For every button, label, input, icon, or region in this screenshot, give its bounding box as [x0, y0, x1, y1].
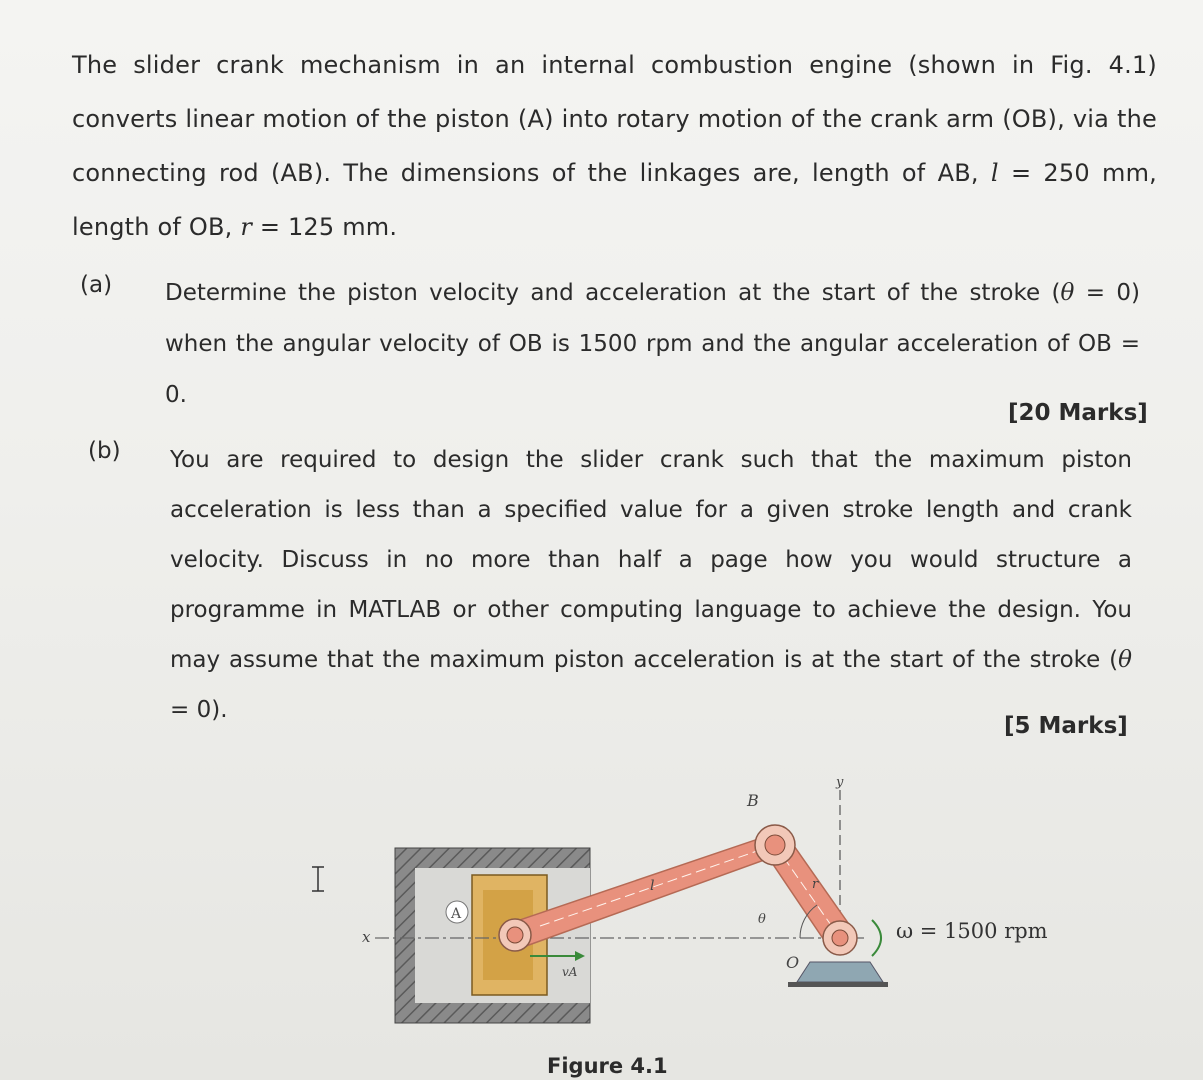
question-b-text-1: You are required to design the slider crank such that the maximum piston acceleration is less than a specified value for a given stroke length and crank velocity. Discuss in no more than half a page how you would structure a programme in MATLAB or other computing language to achieve the design. You may assume that the maximum piston acceleration is at the start of the stroke (: [170, 447, 1132, 673]
question-a-text-2: = 0) when the angular velocity of OB is 1500 rpm and the angular acceleration of OB = 0.: [165, 280, 1140, 408]
question-a-marks: [20 Marks]: [1008, 400, 1148, 426]
question-b-marks: [5 Marks]: [1004, 713, 1128, 739]
question-b-text-2: = 0).: [170, 697, 228, 723]
label-x: x: [362, 928, 371, 946]
question-b-text: [170, 435, 1132, 735]
pin-a: [499, 919, 531, 951]
label-theta: θ: [758, 912, 766, 927]
label-b: B: [747, 791, 759, 810]
question-a-text-1: Determine the piston velocity and acceleration at the start of the stroke (: [165, 280, 1061, 306]
pin-b: [755, 825, 795, 865]
intro-text-3: = 125 mm.: [252, 213, 398, 241]
problem-intro: [72, 38, 1157, 254]
label-o: O: [786, 953, 800, 972]
label-va: vA: [562, 965, 578, 979]
label-l: l: [650, 878, 655, 894]
pin-o: [823, 921, 857, 955]
ground-support: [797, 962, 883, 982]
omega-arrow: [872, 920, 881, 956]
label-r: r: [812, 877, 819, 892]
ground-line: [788, 982, 888, 987]
question-a-text: [165, 268, 1140, 421]
label-y: y: [836, 775, 844, 790]
label-omega: ω = 1500 rpm: [896, 919, 1048, 943]
question-a-label: (a): [80, 272, 113, 298]
label-a: A: [451, 906, 462, 922]
text-cursor-icon: [312, 867, 324, 891]
theta-symbol-a: θ: [1060, 280, 1075, 306]
question-b-label: (b): [88, 438, 121, 464]
intro-text-2: = 250 mm, length of OB,: [72, 159, 1157, 241]
figure-caption: Figure 4.1: [547, 1054, 668, 1078]
slider-crank-figure: [300, 770, 1060, 1050]
l-symbol: l: [990, 159, 999, 187]
theta-symbol-b: θ: [1118, 647, 1132, 673]
intro-text-1: The slider crank mechanism in an internal combustion engine (shown in Fig. 4.1) converts linear motion of the piston (A) into rotary motion of the crank arm (OB), via the connecting rod (AB). The dimensions of the linkages are, length of AB,: [72, 51, 1157, 187]
r-symbol: r: [240, 213, 252, 241]
